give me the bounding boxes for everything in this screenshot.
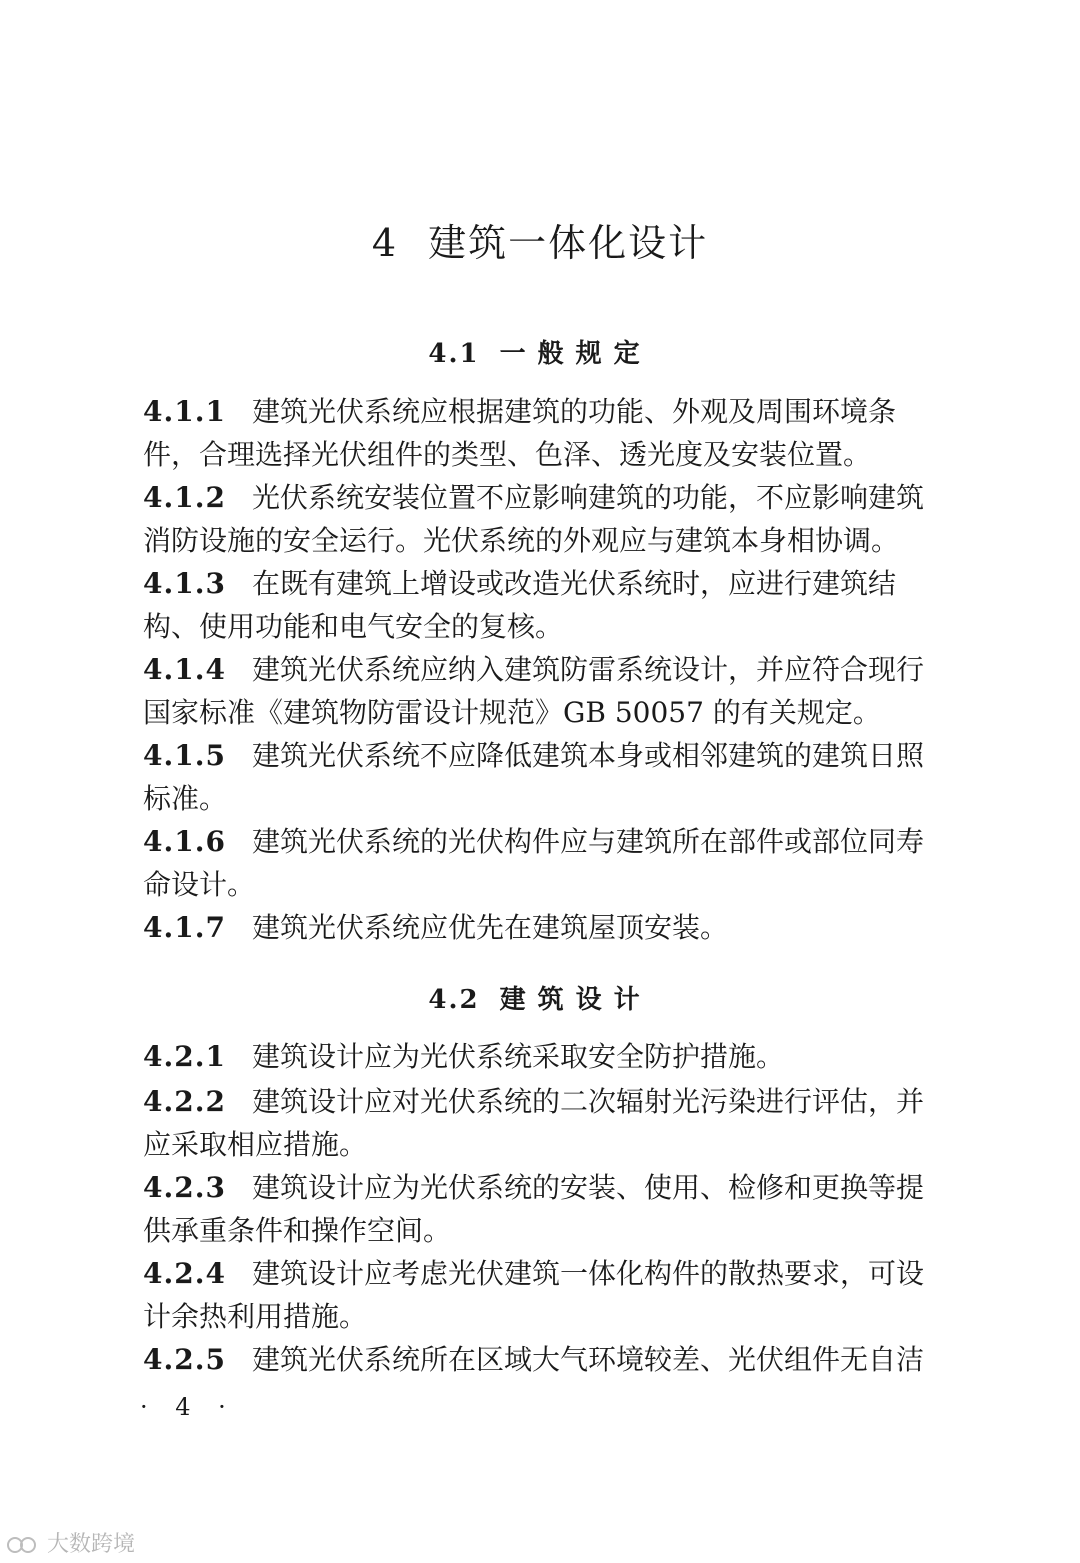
clause-number: 4.1.1 [143, 395, 226, 428]
clause-text: 建筑光伏系统所在区域大气环境较差、光伏组件无自洁 [251, 1343, 924, 1376]
chapter-title-text: 建筑一体化设计 [428, 221, 709, 265]
clause-4-1-4 [143, 648, 943, 734]
watermark [6, 1527, 135, 1558]
clause-number: 4.2.5 [143, 1343, 226, 1376]
clause-4-1-7 [143, 906, 943, 949]
watermark-logo-icon [6, 1534, 40, 1556]
clause-4-1-6 [143, 820, 943, 906]
clause-number: 4.2.2 [143, 1085, 226, 1118]
clause-4-2-2 [143, 1080, 943, 1166]
section-number: 4.1 [428, 339, 480, 369]
clause-text: 建筑设计应考虑光伏建筑一体化构件的散热要求，可设计余热利用措施。 [143, 1257, 924, 1333]
clause-4-1-5 [143, 734, 943, 820]
clause-4-1-2 [143, 476, 943, 562]
clause-text: 建筑光伏系统应纳入建筑防雷系统设计，并应符合现行国家标准《建筑物防雷设计规范》GB 50057 的有关规定。 [143, 653, 924, 729]
clause-number: 4.2.4 [143, 1257, 226, 1290]
clause-text: 建筑光伏系统应根据建筑的功能、外观及周围环境条件，合理选择光伏组件的类型、色泽、透光度及安装位置。 [143, 395, 896, 471]
clause-number: 4.1.7 [143, 911, 226, 944]
clause-number: 4.2.3 [143, 1171, 226, 1204]
clause-number: 4.1.6 [143, 825, 226, 858]
page-number: · 4 · [140, 1393, 236, 1421]
clause-4-2-1 [143, 1035, 943, 1078]
clause-4-2-4 [143, 1252, 943, 1338]
section-title-text: 一般规定 [499, 339, 652, 369]
clause-text: 建筑光伏系统不应降低建筑本身或相邻建筑的建筑日照标准。 [143, 739, 924, 815]
clause-text: 建筑光伏系统的光伏构件应与建筑所在部件或部位同寿命设计。 [143, 825, 924, 901]
clause-number: 4.1.4 [143, 653, 226, 686]
section-title-text: 建筑设计 [499, 985, 652, 1015]
clause-4-2-3 [143, 1166, 943, 1252]
clause-number: 4.1.2 [143, 481, 226, 514]
section-number: 4.2 [428, 985, 480, 1015]
clause-text: 建筑设计应为光伏系统采取安全防护措施。 [251, 1040, 784, 1073]
clause-text: 建筑设计应对光伏系统的二次辐射光污染进行评估，并应采取相应措施。 [143, 1085, 924, 1161]
clause-4-2-5 [143, 1338, 943, 1381]
watermark-text: 大数跨境 [47, 1532, 136, 1557]
clause-text: 在既有建筑上增设或改造光伏系统时，应进行建筑结构、使用功能和电气安全的复核。 [143, 567, 896, 643]
clause-4-1-3 [143, 562, 943, 648]
clause-4-1-1 [143, 390, 943, 476]
clause-text: 建筑设计应为光伏系统的安装、使用、检修和更换等提供承重条件和操作空间。 [143, 1171, 924, 1247]
section-title-4-1 [0, 333, 1080, 370]
section-title-4-2 [0, 979, 1080, 1016]
chapter-number: 4 [371, 221, 399, 265]
clause-number: 4.2.1 [143, 1040, 226, 1073]
clause-text: 光伏系统安装位置不应影响建筑的功能，不应影响建筑消防设施的安全运行。光伏系统的外观应与建筑本身相协调。 [143, 481, 924, 557]
chapter-title [0, 212, 1080, 267]
clause-text: 建筑光伏系统应优先在建筑屋顶安装。 [251, 911, 728, 944]
clause-number: 4.1.3 [143, 567, 226, 600]
clause-number: 4.1.5 [143, 739, 226, 772]
